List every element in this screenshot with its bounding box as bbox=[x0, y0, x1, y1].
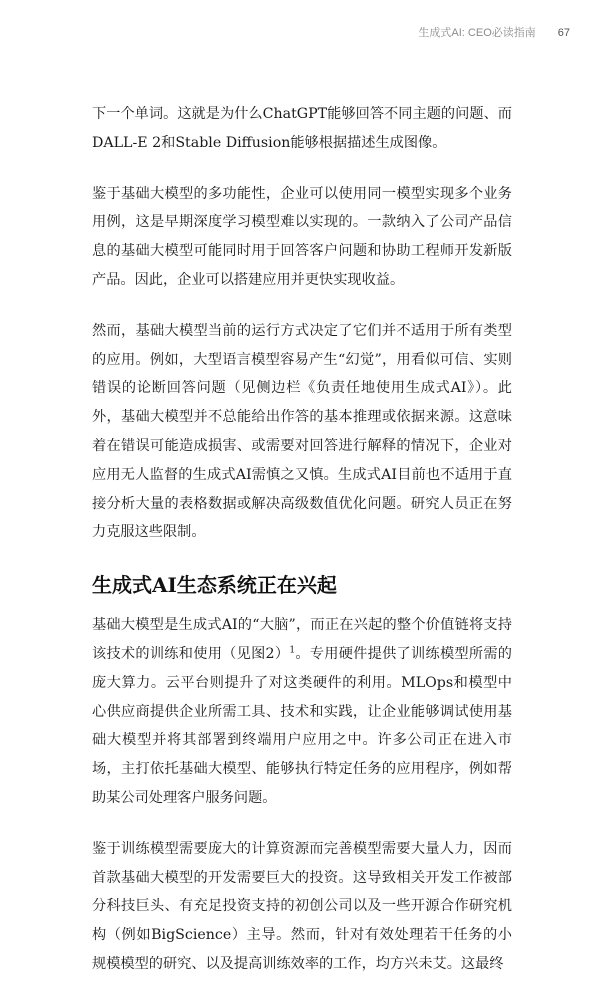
section-paragraph-1-start: 基础大模型是生成式AI的“大脑”，而正在兴起的整个价值链将支持该技术的训练和使用（见图2） bbox=[92, 617, 512, 662]
section-paragraph-2: 鉴于训练模型需要庞大的计算资源而完善模型需要大量人力，因而首款基础大模型的开发需要巨大的投资。这导致相关开发工作被部分科技巨头、有充足投资支持的初创公司以及一些开源合作研究机构（例如BigScience）主导。然而，针对有效处理若干任务的小规模模型的研究、以及提高训练效率的工作，均方兴未艾。这最终 bbox=[92, 840, 512, 972]
paragraph-2: 鉴于基础大模型的多功能性，企业可以使用同一模型实现多个业务用例，这是早期深度学习模型难以实现的。一款纳入了公司产品信息的基础大模型可能同时用于回答客户问题和协助工程师开发新版产品。因此，企业可以搭建应用并更快实现收益。 bbox=[92, 185, 512, 288]
body-text bbox=[92, 100, 512, 1001]
running-title: 生成式AI: CEO必读指南 bbox=[418, 27, 536, 39]
paragraph-3: 然而，基础大模型当前的运行方式决定了它们并不适用于所有类型的应用。例如，大型语言模型容易产生“幻觉”，用看似可信、实则错误的论断回答问题（见侧边栏《负责任地使用生成式AI》）。此外，基础大模型并不总能给出作答的基本推理或依据来源。这意味着在错误可能造成损害、或需要对回答进行解释的情况下，企业对应用无人监督的生成式AI需慎之又慎。生成式AI目前也不适用于直接分析大量的表格数据或解决高级数值优化问题。研究人员正在努力克服这些限制。 bbox=[92, 322, 512, 541]
running-header bbox=[418, 24, 570, 40]
section-heading: 生成式AI生态系统正在兴起 bbox=[92, 573, 337, 598]
section-paragraph-1 bbox=[92, 611, 512, 813]
page-number: 67 bbox=[557, 27, 570, 39]
section-paragraph-1-rest: 。专用硬件提供了训练模型所需的庞大算力。云平台则提升了对这类硬件的利用。MLOps和模型中心供应商提供企业所需工具、技术和实践，让企业能够调试使用基础大模型并将其部署到终端用户应用之中。许多公司正在进入市场，主打依托基础大模型、能够执行特定任务的应用程序，例如帮助某公司处理客户服务问题。 bbox=[92, 645, 512, 806]
footnote-reference: 1 bbox=[289, 645, 296, 656]
paragraph-1: 下一个单词。这就是为什么ChatGPT能够回答不同主题的问题、而DALL-E 2和Stable Diffusion能够根据描述生成图像。 bbox=[92, 106, 512, 151]
